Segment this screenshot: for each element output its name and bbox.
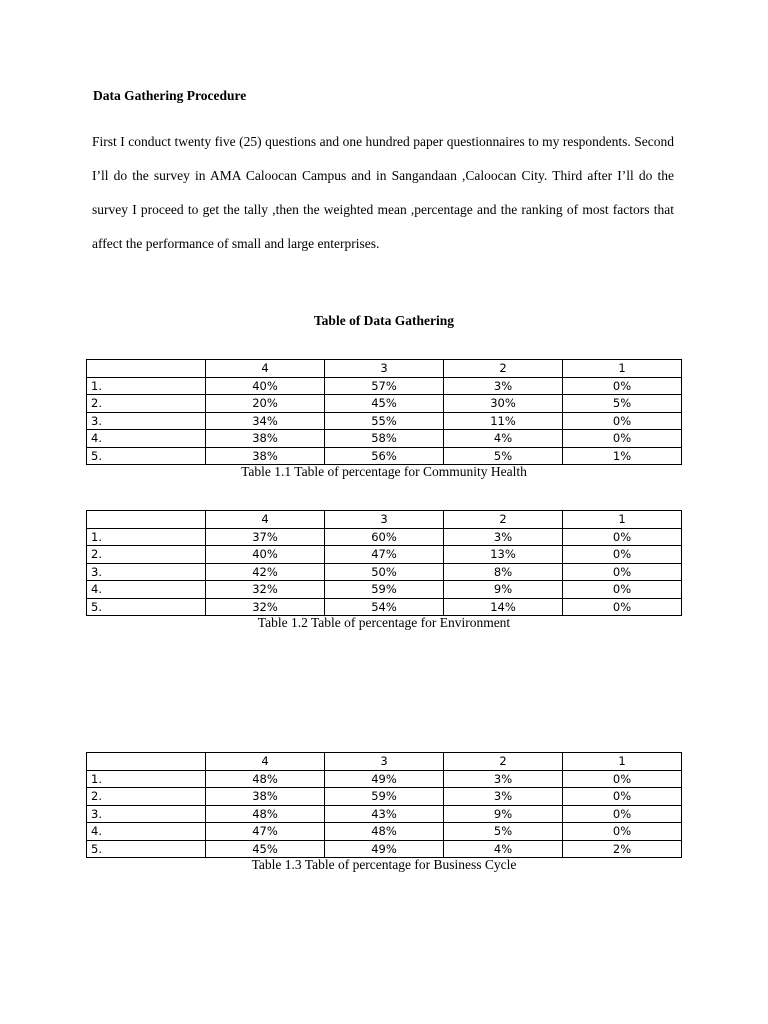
business-cycle-table: [86, 752, 682, 858]
table-cell: 40%: [206, 377, 325, 395]
table-cell: 48%: [206, 770, 325, 788]
row-label: 1.: [87, 770, 206, 788]
row-label: 2.: [87, 546, 206, 564]
table-cell: 37%: [206, 528, 325, 546]
row-label: 5.: [87, 840, 206, 858]
row-label: 4.: [87, 581, 206, 599]
table-cell: 54%: [325, 598, 444, 616]
table-cell: 0%: [563, 823, 682, 841]
table-cell: 50%: [325, 563, 444, 581]
section-heading: Data Gathering Procedure: [93, 88, 247, 103]
row-label: 4.: [87, 430, 206, 448]
table-cell: 14%: [444, 598, 563, 616]
table-cell: 38%: [206, 447, 325, 465]
table-cell: 32%: [206, 581, 325, 599]
row-label: 1.: [87, 528, 206, 546]
procedure-paragraph: First I conduct twenty five (25) questions and one hundred paper questionnaires to my respondents. Second I’ll do the survey in AMA Caloocan Campus and in Sangandaan ,Caloocan City. Third after I’ll do the survey I proceed to get the tally ,then the weighted mean ,percentage and the ranking of most factors that affect the performance of small and large enterprises.: [92, 134, 674, 251]
table-cell: 0%: [563, 770, 682, 788]
table-cell: 0%: [563, 805, 682, 823]
table-cell: 4%: [444, 840, 563, 858]
table-cell: 0%: [563, 430, 682, 448]
table-cell: 11%: [444, 412, 563, 430]
community-health-caption: Table 1.1 Table of percentage for Community Health: [241, 464, 527, 479]
header-cell: 2: [444, 753, 563, 771]
table-cell: 0%: [563, 377, 682, 395]
table-row: [87, 823, 682, 841]
table-row: [87, 430, 682, 448]
header-cell: 1: [563, 360, 682, 378]
row-label: 1.: [87, 377, 206, 395]
row-label: 5.: [87, 447, 206, 465]
table-cell: 47%: [206, 823, 325, 841]
table-cell: 3%: [444, 788, 563, 806]
table-cell: 9%: [444, 805, 563, 823]
table-cell: 45%: [325, 395, 444, 413]
header-cell: 2: [444, 511, 563, 529]
table-cell: 3%: [444, 770, 563, 788]
environment-table: [86, 510, 682, 616]
table-row: [87, 805, 682, 823]
table-cell: 2%: [563, 840, 682, 858]
table-row: [87, 377, 682, 395]
header-cell: 3: [325, 511, 444, 529]
table-cell: 0%: [563, 412, 682, 430]
table-cell: 38%: [206, 788, 325, 806]
table-cell: 0%: [563, 581, 682, 599]
table-header-row: [87, 511, 682, 529]
row-label: 4.: [87, 823, 206, 841]
table-cell: 48%: [206, 805, 325, 823]
table-cell: 5%: [444, 447, 563, 465]
table-cell: 59%: [325, 581, 444, 599]
table-cell: 1%: [563, 447, 682, 465]
table-cell: 32%: [206, 598, 325, 616]
table-row: [87, 546, 682, 564]
table-cell: 13%: [444, 546, 563, 564]
row-label: 2.: [87, 788, 206, 806]
header-cell: [87, 753, 206, 771]
environment-caption: Table 1.2 Table of percentage for Environment: [257, 615, 511, 630]
table-cell: 49%: [325, 770, 444, 788]
table-row: [87, 581, 682, 599]
table-cell: 42%: [206, 563, 325, 581]
table-cell: 3%: [444, 377, 563, 395]
row-label: 5.: [87, 598, 206, 616]
table-cell: 60%: [325, 528, 444, 546]
header-cell: 1: [563, 511, 682, 529]
header-cell: [87, 360, 206, 378]
table-cell: 0%: [563, 563, 682, 581]
table-row: [87, 528, 682, 546]
table-cell: 57%: [325, 377, 444, 395]
row-label: 3.: [87, 412, 206, 430]
table-cell: 45%: [206, 840, 325, 858]
table-cell: 5%: [563, 395, 682, 413]
table-cell: 20%: [206, 395, 325, 413]
table-row: [87, 788, 682, 806]
table-cell: 38%: [206, 430, 325, 448]
table-cell: 9%: [444, 581, 563, 599]
table-row: [87, 840, 682, 858]
table-cell: 0%: [563, 528, 682, 546]
table-cell: 4%: [444, 430, 563, 448]
table-row: [87, 563, 682, 581]
table-header-row: [87, 360, 682, 378]
table-row: [87, 447, 682, 465]
table-cell: 34%: [206, 412, 325, 430]
table-cell: 3%: [444, 528, 563, 546]
table-cell: 59%: [325, 788, 444, 806]
table-cell: 47%: [325, 546, 444, 564]
table-cell: 5%: [444, 823, 563, 841]
table-cell: 0%: [563, 788, 682, 806]
table-row: [87, 395, 682, 413]
table-cell: 0%: [563, 598, 682, 616]
header-cell: 2: [444, 360, 563, 378]
header-cell: 4: [206, 753, 325, 771]
row-label: 2.: [87, 395, 206, 413]
table-cell: 58%: [325, 430, 444, 448]
table-row: [87, 598, 682, 616]
table-cell: 40%: [206, 546, 325, 564]
table-cell: 0%: [563, 546, 682, 564]
table-cell: 56%: [325, 447, 444, 465]
row-label: 3.: [87, 805, 206, 823]
header-cell: 1: [563, 753, 682, 771]
header-cell: [87, 511, 206, 529]
table-section-title: Table of Data Gathering: [313, 313, 455, 328]
table-header-row: [87, 753, 682, 771]
business-cycle-caption: Table 1.3 Table of percentage for Business Cycle: [251, 857, 517, 872]
row-label: 3.: [87, 563, 206, 581]
header-cell: 3: [325, 753, 444, 771]
table-cell: 49%: [325, 840, 444, 858]
header-cell: 4: [206, 360, 325, 378]
table-cell: 30%: [444, 395, 563, 413]
header-cell: 4: [206, 511, 325, 529]
table-cell: 55%: [325, 412, 444, 430]
community-health-table: [86, 359, 682, 465]
table-row: [87, 412, 682, 430]
table-cell: 43%: [325, 805, 444, 823]
header-cell: 3: [325, 360, 444, 378]
table-cell: 48%: [325, 823, 444, 841]
table-row: [87, 770, 682, 788]
table-cell: 8%: [444, 563, 563, 581]
